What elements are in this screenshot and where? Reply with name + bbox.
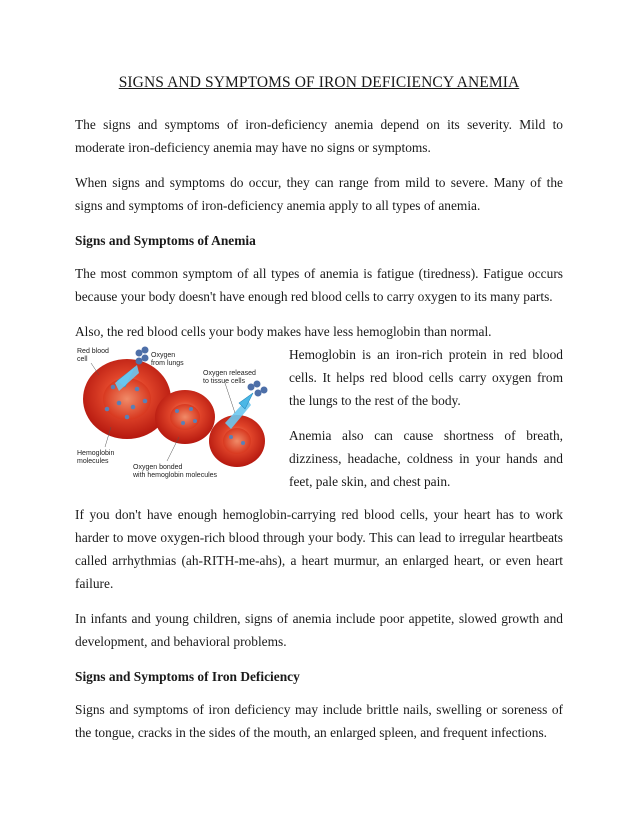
label-oxygen-from-lungs-line1: Oxygen — [151, 352, 176, 359]
label-hemoglobin-line1: Hemoglobin — [77, 450, 115, 457]
section-heading-anemia: Signs and Symptoms of Anemia — [75, 233, 256, 248]
red-blood-cell-illustration — [75, 343, 275, 479]
intro-paragraph-2: When signs and symptoms do occur, they can range from mild to severe. Many of the signs and symptoms of iron-deficiency anemia apply to all types of anemia. — [75, 175, 563, 213]
label-hemoglobin-line2: molecules — [77, 458, 109, 465]
iron-deficiency-paragraph-1: Signs and symptoms of iron deficiency may include brittle nails, swelling or soreness of the tongue, cracks in the sides of the mouth, an enlarged spleen, and frequent infections. — [75, 702, 563, 740]
anemia-paragraph-2-lead: Also, the red blood cells your body makes have less hemoglobin than normal. — [75, 324, 492, 339]
figure-side-text — [289, 343, 563, 493]
anemia-paragraph-4: If you don't have enough hemoglobin-carrying red blood cells, your heart has to work harder to move oxygen-rich blood through your body. This can lead to irregular heartbeats called arrhythmias (ah-RITH-me-ahs), a heart murmur, an enlarged heart, or even heart failure. — [75, 507, 563, 591]
label-red-blood-cell-line2: cell — [77, 356, 88, 363]
anemia-paragraph-3: Anemia also can cause shortness of breath, dizziness, headache, coldness in your hands and feet, pale skin, and chest pain. — [289, 428, 563, 489]
red-blood-cell-middle — [155, 390, 215, 444]
anemia-paragraph-5: In infants and young children, signs of anemia include poor appetite, slowed growth and development, and behavioral problems. — [75, 611, 563, 649]
intro-paragraph-1: The signs and symptoms of iron-deficiency anemia depend on its severity. Mild to moderate iron-deficiency anemia may have no signs or symptoms. — [75, 117, 563, 155]
label-oxygen-bonded-line2: with hemoglobin molecules — [133, 472, 218, 479]
label-oxygen-released-line1: Oxygen released — [203, 370, 256, 377]
label-oxygen-bonded-line1: Oxygen bonded — [133, 464, 183, 471]
anemia-paragraph-1: The most common symptom of all types of anemia is fatigue (tiredness). Fatigue occurs because your body doesn't have enough red blood cells to carry oxygen to its many parts. — [75, 266, 563, 304]
label-red-blood-cell-line1: Red blood — [77, 348, 109, 355]
label-oxygen-released-line2: to tissue cells — [203, 378, 246, 385]
anemia-paragraph-2-rest: Hemoglobin is an iron-rich protein in red blood cells. It helps red blood cells carry oxygen from the lungs to the rest of the body. — [289, 347, 563, 408]
figure-row — [75, 343, 563, 493]
page-title: SIGNS AND SYMPTOMS OF IRON DEFICIENCY ANEMIA — [118, 74, 520, 91]
label-oxygen-from-lungs-line2: from lungs — [151, 360, 184, 367]
red-blood-cell-small — [209, 415, 265, 467]
red-blood-cell-diagram — [75, 343, 275, 479]
section-heading-iron-deficiency: Signs and Symptoms of Iron Deficiency — [75, 669, 300, 684]
